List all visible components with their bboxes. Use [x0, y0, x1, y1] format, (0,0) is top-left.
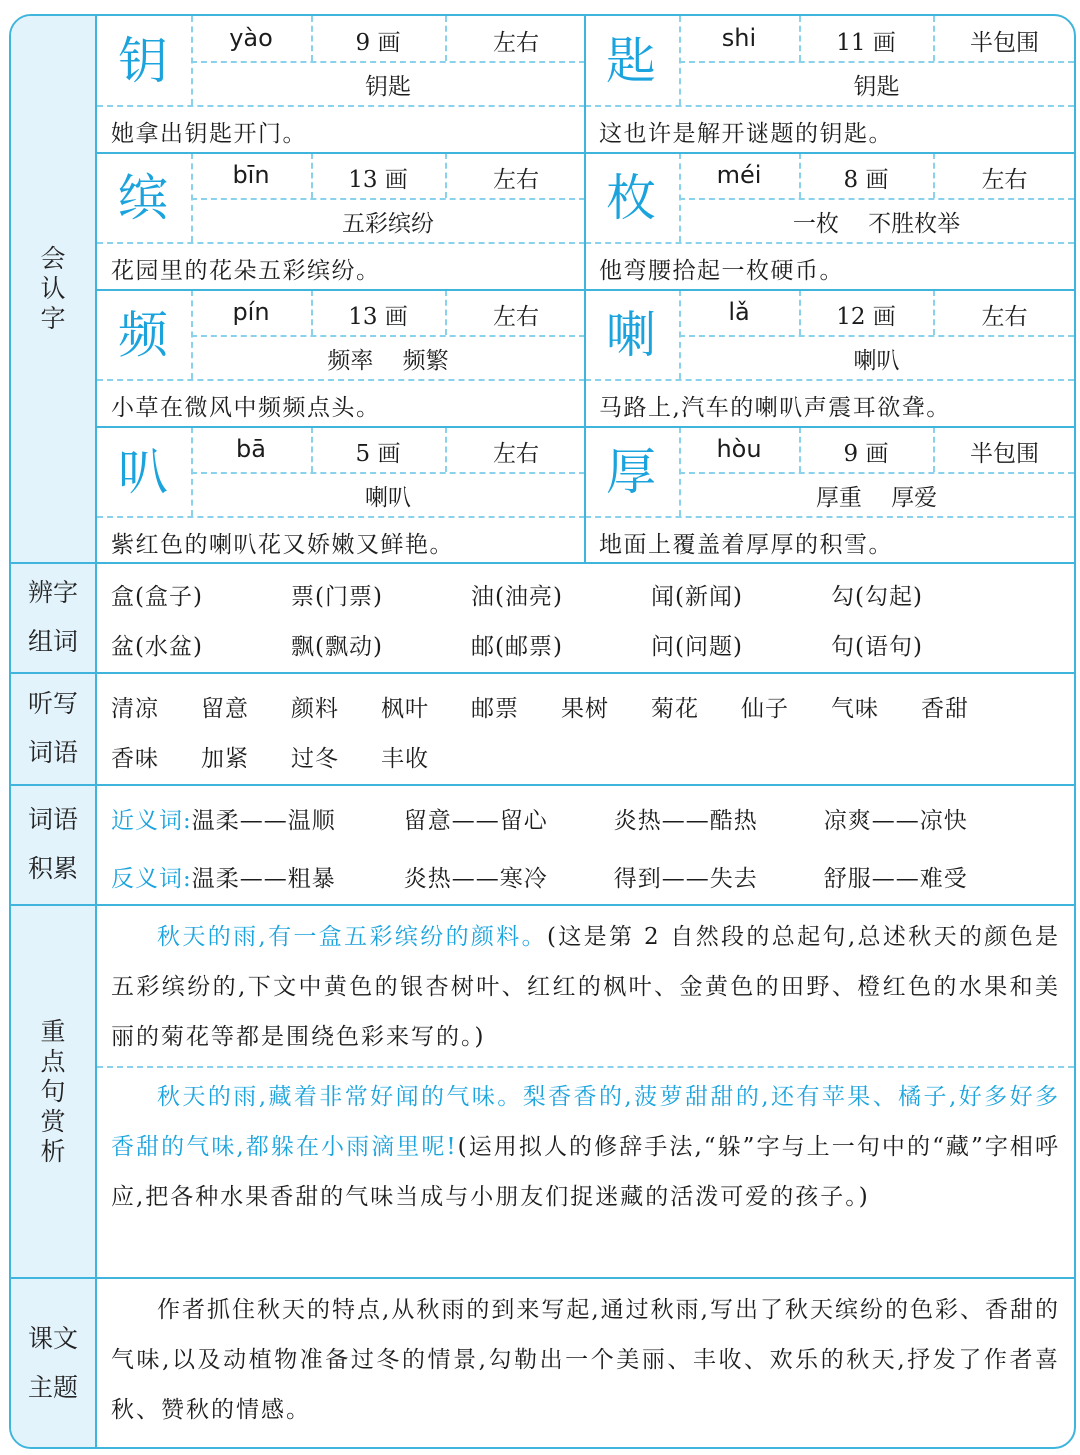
- stroke-count: 8 画: [843, 167, 889, 193]
- example-words: 厚重 厚爱: [815, 485, 938, 511]
- pinyin: bīn: [232, 161, 270, 189]
- example-sentence: 这也许是解开谜题的钥匙。: [599, 121, 893, 147]
- pinyin: hòu: [716, 435, 762, 463]
- theme-section: [97, 1279, 1074, 1449]
- divider: [97, 105, 585, 107]
- structure: 左右: [493, 441, 539, 467]
- structure: 左右: [981, 167, 1028, 193]
- big-character: 喇: [606, 306, 656, 364]
- section-label-theme: [11, 1279, 97, 1449]
- distinguish-item: 飘(飘动): [291, 634, 383, 660]
- section-label-recognize: [11, 16, 97, 564]
- big-character: 厚: [606, 443, 656, 501]
- example-sentence: 她拿出钥匙开门。: [111, 121, 307, 147]
- char-card: [585, 153, 1074, 290]
- section-label-dictation: [11, 674, 97, 786]
- pinyin: bā: [236, 435, 266, 463]
- char-card: [585, 16, 1074, 153]
- distinguish-row-2: [111, 628, 981, 661]
- divider: [97, 379, 585, 381]
- synonym-pair: 温柔——温顺: [191, 808, 336, 834]
- big-character: 叭: [118, 443, 168, 501]
- worksheet: [9, 14, 1076, 1449]
- antonym-row: [111, 860, 968, 893]
- pinyin: lǎ: [728, 298, 750, 326]
- example-sentence: 小草在微风中频频点头。: [111, 395, 381, 421]
- divider: [679, 472, 1074, 474]
- example-words: 钥匙: [365, 74, 411, 100]
- divider: [679, 153, 681, 242]
- dictation-row-2: [111, 740, 471, 773]
- pinyin: yào: [229, 24, 273, 52]
- dictation-word: 清凉: [111, 696, 159, 722]
- dictation-word: 气味: [831, 696, 879, 722]
- divider: [933, 153, 935, 198]
- divider: [799, 153, 801, 198]
- divider: [445, 16, 447, 61]
- pinyin: pín: [232, 298, 270, 326]
- divider: [933, 290, 935, 335]
- column-divider: [584, 16, 586, 564]
- divider: [933, 427, 935, 472]
- example-sentence: 花园里的花朵五彩缤纷。: [111, 258, 381, 284]
- example-words: 喇叭: [365, 485, 411, 511]
- divider: [585, 379, 1074, 381]
- distinguish-item: 闻(新闻): [651, 584, 743, 610]
- divider: [191, 427, 193, 516]
- synonym-pair: 炎热——酷热: [613, 808, 758, 834]
- dictation-word: 果树: [561, 696, 609, 722]
- example-words: 钥匙: [853, 74, 900, 100]
- dictation-word: 邮票: [471, 696, 519, 722]
- distinguish-item: 句(语句): [831, 634, 923, 660]
- stroke-count: 9 画: [843, 441, 889, 467]
- dictation-section: [97, 674, 1074, 786]
- divider: [679, 335, 1074, 337]
- section-label-key-sentences: [11, 906, 97, 1279]
- divider: [445, 290, 447, 335]
- distinguish-item: 油(油亮): [471, 584, 563, 610]
- stroke-count: 5 画: [355, 441, 401, 467]
- example-sentence: 他弯腰拾起一枚硬币。: [599, 258, 844, 284]
- distinguish-item: 盆(水盆): [111, 634, 203, 660]
- key-sentence-1: [111, 912, 1060, 1062]
- stroke-count: 13 画: [348, 167, 408, 193]
- section-label-text: 课文主题: [27, 1324, 78, 1402]
- distinguish-item: 票(门票): [291, 584, 383, 610]
- divider: [585, 242, 1074, 244]
- structure: 半包围: [970, 30, 1039, 56]
- pinyin: shi: [721, 24, 757, 52]
- example-words: 喇叭: [853, 348, 900, 374]
- dictation-word: 过冬: [291, 746, 339, 772]
- distinguish-item: 问(问题): [651, 634, 743, 660]
- distinguish-row-1: [111, 578, 981, 611]
- divider: [679, 61, 1074, 63]
- section-label-text: 重点句赏析: [40, 1016, 66, 1166]
- example-words: 一枚 不胜枚举: [792, 211, 961, 237]
- divider: [679, 16, 681, 105]
- big-character: 匙: [606, 32, 656, 90]
- antonym-pair: 温柔——粗暴: [191, 866, 336, 892]
- divider: [585, 105, 1074, 107]
- key-sentences-section: [97, 906, 1074, 1279]
- divider: [679, 198, 1074, 200]
- key-sentence-2: [111, 1072, 1060, 1222]
- dictation-word: 枫叶: [381, 696, 429, 722]
- antonym-pair: 得到——失去: [613, 866, 758, 892]
- section-label-text: 听写词语: [27, 689, 78, 767]
- divider: [311, 153, 313, 198]
- stroke-count: 9 画: [355, 30, 401, 56]
- section-label-text: 辨字组词: [27, 578, 78, 656]
- big-character: 钥: [118, 32, 168, 90]
- dictation-word: 仙子: [741, 696, 789, 722]
- structure: 左右: [981, 304, 1028, 330]
- divider: [799, 427, 801, 472]
- divider: [191, 335, 585, 337]
- stroke-count: 13 画: [348, 304, 408, 330]
- divider: [311, 16, 313, 61]
- section-label-text: 词语积累: [27, 805, 78, 883]
- structure: 左右: [493, 30, 539, 56]
- divider: [191, 198, 585, 200]
- divider: [585, 516, 1074, 518]
- dictation-row-1: [111, 690, 1011, 723]
- vocab-section: [97, 786, 1074, 906]
- char-card: [97, 153, 585, 290]
- synonym-row: [111, 802, 968, 835]
- section-label-distinguish: [11, 564, 97, 674]
- dictation-word: 香味: [111, 746, 159, 772]
- synonym-pair: 留意——留心: [403, 808, 548, 834]
- example-sentence: 地面上覆盖着厚厚的积雪。: [599, 532, 893, 558]
- divider: [679, 427, 681, 516]
- divider: [191, 472, 585, 474]
- stroke-count: 12 画: [836, 304, 896, 330]
- structure: 左右: [493, 167, 539, 193]
- divider: [97, 242, 585, 244]
- divider: [311, 290, 313, 335]
- example-words: 五彩缤纷: [342, 211, 434, 237]
- dictation-word: 丰收: [381, 746, 429, 772]
- section-label-vocab: [11, 786, 97, 906]
- dictation-word: 留意: [201, 696, 249, 722]
- big-character: 频: [118, 306, 168, 364]
- big-character: 缤: [118, 169, 168, 227]
- example-sentence: 马路上,汽车的喇叭声震耳欲聋。: [599, 395, 951, 421]
- structure: 左右: [493, 304, 539, 330]
- distinguish-section: [97, 564, 1074, 674]
- distinguish-item: 盒(盒子): [111, 584, 203, 610]
- distinguish-item: 邮(邮票): [471, 634, 563, 660]
- divider: [97, 1066, 1074, 1068]
- example-sentence: 紫红色的喇叭花又娇嫩又鲜艳。: [111, 532, 454, 558]
- stroke-count: 11 画: [836, 30, 896, 56]
- synonym-label: 近义词:: [111, 808, 192, 834]
- dictation-word: 香甜: [921, 696, 969, 722]
- key-sentence-quote: 秋天的雨,有一盒五彩缤纷的颜料。: [157, 924, 547, 950]
- divider: [933, 16, 935, 61]
- divider: [445, 153, 447, 198]
- divider: [191, 16, 193, 105]
- distinguish-item: 勾(勾起): [831, 584, 923, 610]
- big-character: 枚: [606, 169, 656, 227]
- dictation-word: 加紧: [201, 746, 249, 772]
- divider: [97, 516, 585, 518]
- antonym-label: 反义词:: [111, 866, 192, 892]
- divider: [445, 427, 447, 472]
- divider: [679, 290, 681, 379]
- divider: [799, 290, 801, 335]
- char-card: [585, 290, 1074, 427]
- key-sentence-quote: 秋天的雨,藏着非常好闻的气味。梨香香的,菠萝甜甜的,还有苹果、橘子,好多好多香甜的气味,都躲在小雨滴里呢!: [111, 1084, 1060, 1160]
- divider: [799, 16, 801, 61]
- pinyin: méi: [716, 161, 762, 189]
- divider: [311, 427, 313, 472]
- antonym-pair: 舒服——难受: [823, 866, 968, 892]
- example-words: 频率 频繁: [327, 348, 449, 374]
- theme-text: 作者抓住秋天的特点,从秋雨的到来写起,通过秋雨,写出了秋天缤纷的色彩、香甜的气味,以及动植物准备过冬的情景,勾勒出一个美丽、丰收、欢乐的秋天,抒发了作者喜秋、赞秋的情感。: [111, 1297, 1060, 1423]
- divider: [191, 290, 193, 379]
- divider: [191, 153, 193, 242]
- structure: 半包围: [970, 441, 1039, 467]
- divider: [191, 61, 585, 63]
- dictation-word: 菊花: [651, 696, 699, 722]
- dictation-word: 颜料: [291, 696, 339, 722]
- synonym-pair: 凉爽——凉快: [823, 808, 968, 834]
- char-card: [97, 290, 585, 427]
- section-label-text: 会认字: [40, 244, 66, 333]
- char-card: [97, 427, 585, 564]
- key-sentence-note: (这是第 2 自然段的总起句,总述秋天的颜色是五彩缤纷的,下文中黄色的银杏树叶、红红的枫叶、金黄色的田野、橙红色的水果和美丽的菊花等都是围绕色彩来写的。): [111, 924, 1060, 1050]
- char-grid: [97, 16, 1074, 564]
- key-sentence-note: (运用拟人的修辞手法,“躲”字与上一句中的“藏”字相呼应,把各种水果香甜的气味当成与小朋友们捉迷藏的活泼可爱的孩子。): [111, 1134, 1060, 1210]
- char-card: [585, 427, 1074, 564]
- antonym-pair: 炎热——寒冷: [403, 866, 548, 892]
- char-card: [97, 16, 585, 153]
